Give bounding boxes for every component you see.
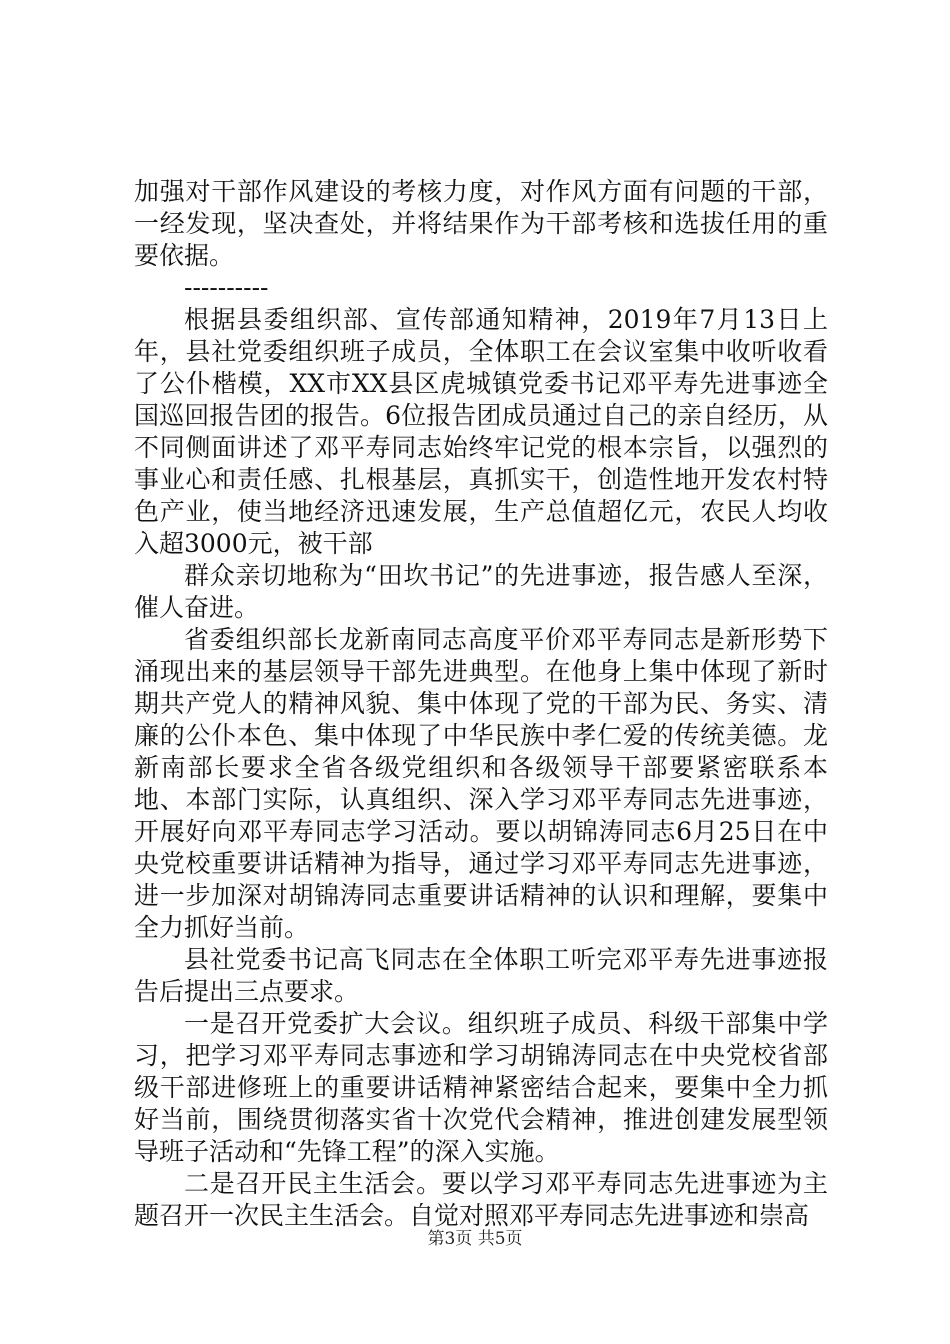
section-separator: ---------- <box>184 273 269 302</box>
paragraph-1: 加强对干部作风建设的考核力度，对作风方面有问题的干部，一经发现，坚决查处，并将结果作为干部考核和选拔任用的重要依据。 <box>134 177 828 270</box>
page-number-footer: 第3页 共5页 <box>427 1229 523 1249</box>
paragraph-2: 根据县委组织部、宣传部通知精神，2019年7月13日上年，县社党委组织班子成员，全体职工在会议室集中收听收看了公仆楷模，XX市XX县区虎城镇党委书记邓平寿先进事迹全国巡回报告团的报告。6位报告团成员通过自己的亲自经历，从不同侧面讲述了邓平寿同志始终牢记党的根本宗旨，以强烈的事业心和责任感、扎根基层，真抓实干，创造性地开发农村特色产业，使当地经济迅速发展，生产总值超亿元，农民人均收入超3000元，被干部 <box>134 305 828 558</box>
document-body <box>134 176 828 1232</box>
paragraph-4: 省委组织部长龙新南同志高度平价邓平寿同志是新形势下涌现出来的基层领导干部先进典型。在他身上集中体现了新时期共产党人的精神风貌、集中体现了党的干部为民、务实、清廉的公仆本色、集中体现了中华民族中孝仁爱的传统美德。龙新南部长要求全省各级党组织和各级领导干部要紧密联系本地、本部门实际，认真组织、深入学习邓平寿同志先进事迹，开展好向邓平寿同志学习活动。要以胡锦涛同志6月25日在中央党校重要讲话精神为指导，通过学习邓平寿同志先进事迹，进一步加深对胡锦涛同志重要讲话精神的认识和理解，要集中全力抓好当前。 <box>134 625 828 942</box>
paragraph-7: 二是召开民主生活会。要以学习邓平寿同志先进事迹为主题召开一次民主生活会。自觉对照邓平寿同志先进事迹和崇高 <box>134 1169 828 1230</box>
paragraph-5: 县社党委书记高飞同志在全体职工听完邓平寿先进事迹报告后提出三点要求。 <box>134 945 828 1006</box>
paragraph-6: 一是召开党委扩大会议。组织班子成员、科级干部集中学习，把学习邓平寿同志事迹和学习胡锦涛同志在中央党校省部级干部进修班上的重要讲话精神紧密结合起来，要集中全力抓好当前，围绕贯彻落实省十次党代会精神，推进创建发展型领导班子活动和“先锋工程”的深入实施。 <box>134 1009 828 1166</box>
paragraph-3: 群众亲切地称为“田坎书记”的先进事迹，报告感人至深，催人奋进。 <box>134 561 828 622</box>
